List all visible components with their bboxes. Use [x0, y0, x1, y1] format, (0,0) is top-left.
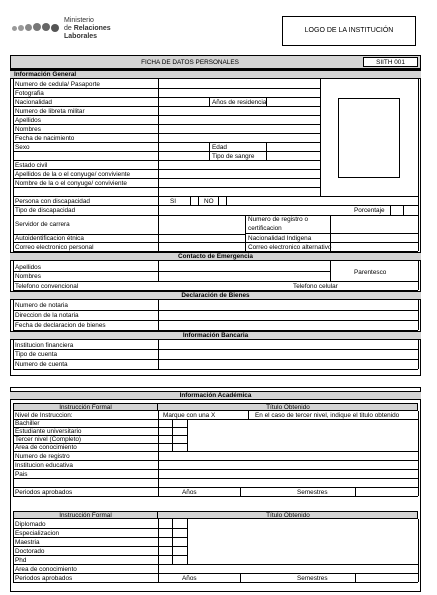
col-line [172, 519, 173, 564]
label-anos: Años [182, 489, 197, 496]
row-line [13, 487, 418, 488]
label-nivel-instruccion: Nivel de Instruccion: [15, 412, 73, 419]
label-semestres: Semestres [297, 489, 328, 496]
label-nombre-conyuge: Nombre de la o el conyuge/ conviviente [15, 180, 127, 187]
row-line [13, 142, 320, 143]
col-line [158, 519, 159, 582]
col-line [13, 340, 14, 369]
row-line [245, 233, 418, 234]
label-direccion-notaria: Direccion de la notaria [15, 312, 79, 319]
row-line [13, 310, 418, 311]
col-line [330, 261, 331, 281]
label-telefono-convencional: Telefono convencional [15, 283, 79, 290]
row-line [13, 582, 418, 583]
label-posgrado-periodos: Periodos aprobados [15, 575, 73, 582]
label-edad: Edad [212, 144, 227, 151]
label-libreta-militar: Numero de libreta militar [15, 108, 85, 115]
row-line [13, 478, 418, 479]
row-line [13, 124, 320, 125]
row-line [13, 169, 320, 170]
ministry-name-line2 [64, 25, 111, 32]
label-autoidentificacion: Autoidentificacion étnica [15, 235, 84, 242]
row-line [13, 546, 187, 547]
label-discapacidad: Persona con discapacidad [15, 198, 90, 205]
label-correo-alternativo: Correo electronico alternativo [248, 244, 332, 251]
formal-header-instruccion: Instrucción Formal [59, 403, 112, 411]
label-tipo-discapacidad: Tipo de discapacidad [15, 207, 76, 214]
level-especializacion: Especializacion [15, 530, 60, 537]
row-line [13, 106, 320, 107]
label-institucion-financiera: Institucion financiera [15, 342, 74, 349]
col-line [248, 411, 249, 419]
ministry-logo [12, 20, 62, 34]
col-line [187, 419, 188, 451]
row-line [13, 349, 418, 350]
level-bachiller: Bachiller [15, 420, 40, 427]
label-porcentaje: Porcentaje [354, 207, 385, 214]
level-estudiante-universitario: Estudiante universitario [15, 428, 82, 435]
level-diplomado: Diplomado [15, 521, 46, 528]
row-line [13, 88, 320, 89]
level-maestria: Maestria [15, 539, 40, 546]
label-telefono-celular: Telefono celular [293, 283, 338, 290]
col-line [218, 196, 219, 205]
row-line [13, 564, 418, 565]
row-line [13, 528, 187, 529]
form-code: SIITH 001 [376, 58, 405, 66]
row-line [13, 196, 418, 197]
label-marque-x: Marque con una X [163, 412, 216, 419]
option-no[interactable]: NO [204, 198, 214, 205]
col-line [158, 340, 159, 369]
section-heading-academica: Información Académica [179, 392, 252, 399]
section-heading-emergencia: Contacto de Emergencia [178, 253, 253, 260]
posgrado-header-instruccion: Instrucción Formal [59, 511, 112, 519]
col-line [240, 487, 241, 496]
col-line [355, 573, 356, 582]
label-apellidos-conyuge: Apellidos de la o el conyuge/ conviviente [15, 171, 131, 178]
row-line [13, 369, 418, 370]
label-anos-residencia: Años de residencia [212, 99, 267, 106]
row-line [13, 178, 320, 179]
col-line [198, 196, 199, 205]
label-apellidos: Apellidos [15, 117, 41, 124]
col-line [13, 79, 14, 251]
label-nacionalidad: Nacionalidad [15, 99, 52, 106]
label-correo-personal: Correo electronico personal [15, 244, 94, 251]
level-phd: Phd [15, 557, 27, 564]
col-line [320, 79, 321, 196]
col-line [172, 419, 173, 451]
row-line [13, 419, 418, 420]
label-estado-civil: Estado civil [15, 162, 48, 169]
col-line [390, 205, 391, 215]
logo-dot-3 [25, 24, 32, 31]
col-line [13, 300, 14, 330]
col-line [418, 79, 419, 251]
col-line [240, 573, 241, 582]
row-line [13, 97, 320, 98]
logo-dot-4 [33, 23, 41, 31]
row-line [13, 469, 418, 470]
label-numero-notaria: Numero de notaria [15, 302, 68, 309]
option-si[interactable]: SI [170, 198, 177, 205]
photo-box[interactable] [338, 98, 400, 178]
row-line [13, 205, 418, 206]
label-posgrado-anos: Años [182, 575, 197, 582]
row-line [13, 460, 418, 461]
row-line [13, 160, 320, 161]
col-line [158, 411, 159, 496]
label-servidor-carrera: Servidor de carrera [15, 221, 70, 228]
col-line [355, 487, 356, 496]
logo-dot-6 [51, 24, 59, 32]
col-line [266, 142, 267, 160]
ministry-name-relaciones: Relaciones [73, 25, 111, 32]
col-line [209, 97, 210, 106]
logo-dot-1 [12, 26, 17, 31]
label-tercer-nivel-note: En el caso de tercer nivel, indique el titulo obtenido [255, 412, 400, 419]
row-line [13, 537, 187, 538]
label-emergencia-nombres: Nombres [15, 273, 41, 280]
label-periodos-aprobados: Periodos aprobados [15, 489, 73, 496]
section-heading-general: Información General [14, 71, 77, 78]
col-line [13, 261, 14, 290]
level-doctorado: Doctorado [15, 548, 45, 555]
col-line [13, 519, 14, 582]
row-line [13, 187, 320, 188]
row-line [13, 281, 418, 282]
col-line [418, 261, 419, 290]
col-line [158, 79, 159, 251]
ministry-name-line3: Laborales [64, 33, 98, 40]
ministry-name-line1: Ministerio [64, 17, 94, 24]
row-line [13, 133, 320, 134]
label-nombres: Nombres [15, 126, 41, 133]
posgrado-header-titulo: Título Obtenido [266, 511, 310, 519]
col-line [418, 519, 419, 582]
row-line [13, 451, 418, 452]
row-line [13, 496, 418, 497]
label-fecha-declaracion: Fecha de declaracion de bienes [15, 322, 106, 329]
row-line [13, 320, 418, 321]
label-emergencia-apellidos: Apellidos [15, 264, 41, 271]
form-title: FICHA DE DATOS PERSONALES [141, 59, 239, 66]
ministry-name-de: de [64, 25, 74, 32]
row-line [13, 271, 330, 272]
label-numero-registro: Numero de registro [15, 453, 70, 460]
label-tipo-sangre: Tipo de sangre [212, 153, 255, 160]
col-line [158, 261, 159, 281]
label-area-conocimiento: Area de conocimiento [15, 444, 77, 451]
label-num-registro-1: Numero de registro o [248, 216, 309, 223]
label-institucion-educativa: Institucion educativa [15, 462, 73, 469]
col-line [403, 205, 404, 215]
row-line [13, 359, 418, 360]
label-numero-cuenta: Numero de cuenta [15, 361, 68, 368]
col-line [418, 300, 419, 330]
col-line [13, 411, 14, 496]
label-pais: Pais [15, 471, 28, 478]
col-line [418, 340, 419, 369]
label-num-registro-2: certificacion [248, 225, 282, 232]
label-cedula: Numero de cedula/ Pasaporte [15, 81, 100, 88]
col-line [418, 411, 419, 496]
row-line [13, 555, 187, 556]
level-tercer-nivel: Tercer nivel (Completo) [15, 436, 82, 443]
label-posgrado-area: Area de conocimiento [15, 566, 77, 573]
label-nacionalidad-indigena: Nacionalidad Indigena [248, 235, 312, 242]
label-fecha-nacimiento: Fecha de nacimiento [15, 135, 75, 142]
institution-logo-placeholder: LOGO DE LA INSTITUCIÓN [304, 27, 394, 34]
col-line [226, 196, 227, 205]
col-line [190, 196, 191, 205]
logo-dot-5 [42, 23, 50, 31]
section-heading-bancaria: Información Bancaria [182, 332, 249, 339]
label-sexo: Sexo [15, 144, 30, 151]
col-line [245, 215, 246, 251]
col-line [209, 142, 210, 160]
row-line [13, 215, 418, 216]
label-tipo-cuenta: Tipo de cuenta [15, 351, 58, 358]
row-line [13, 242, 418, 243]
col-line [158, 300, 159, 330]
label-posgrado-semestres: Semestres [297, 575, 328, 582]
logo-dot-2 [18, 25, 24, 31]
col-line [187, 519, 188, 564]
row-line [13, 115, 320, 116]
label-fotografia: Fotografia [15, 90, 44, 97]
row-line [13, 573, 418, 574]
section-heading-bienes: Declaración de Bienes [181, 292, 250, 299]
row-line [13, 151, 320, 152]
formal-header-titulo: Título Obtenido [266, 403, 310, 411]
label-parentesco: Parentesco [354, 269, 387, 276]
